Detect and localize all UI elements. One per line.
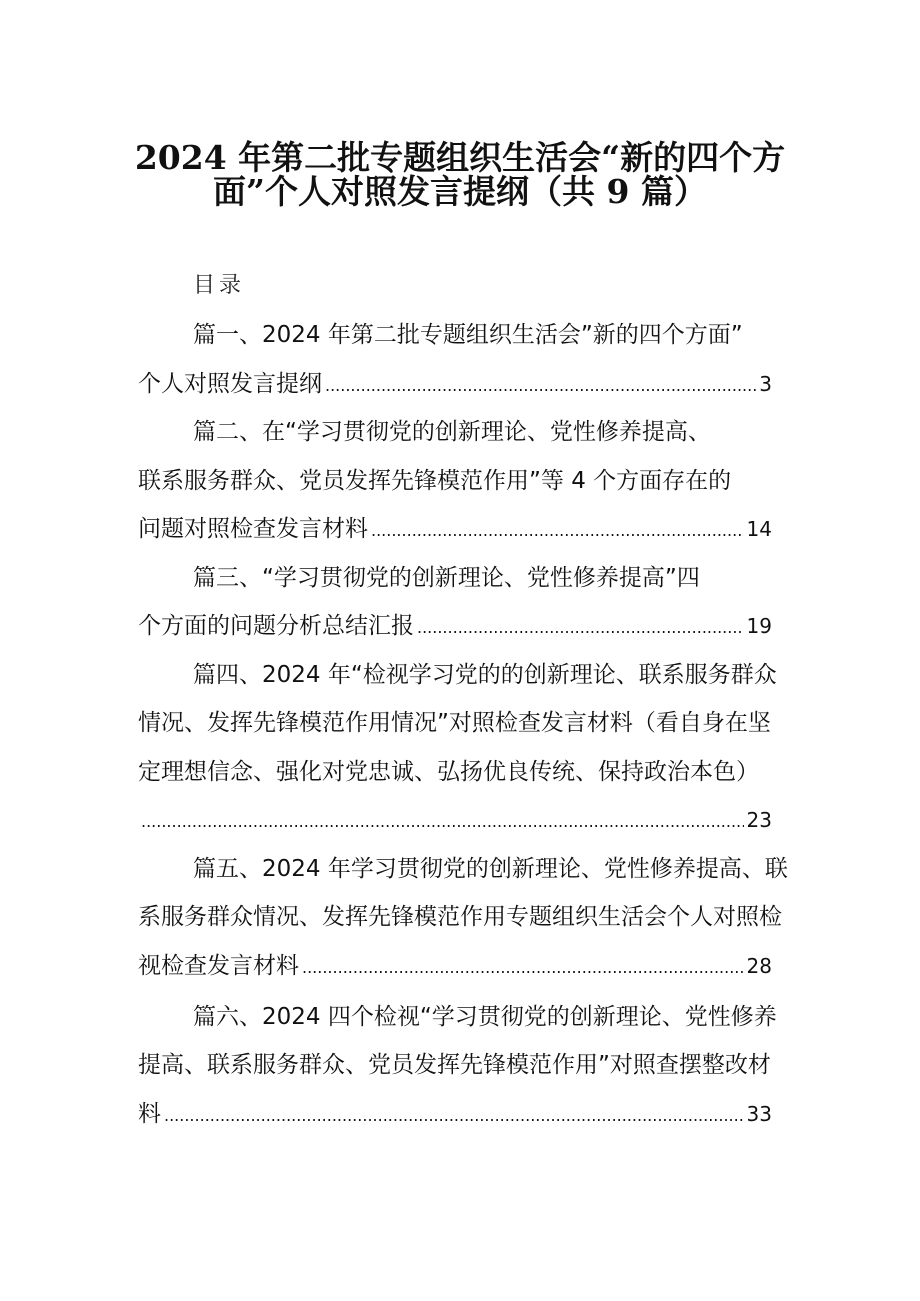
toc-entry-continuation-line: 提高、联系服务群众、党员发挥先锋模范作用”对照查摆整改材	[138, 1052, 771, 1078]
dot-leader	[371, 515, 744, 547]
toc-entry-last-line	[138, 1098, 772, 1132]
toc-entry-text: 视检查发言材料	[138, 953, 299, 979]
toc-entry-continuation-line: 系服务群众情况、发挥先锋模范作用专题组织生活会个人对照检	[138, 904, 782, 930]
dot-leader	[325, 370, 756, 402]
dot-leader	[417, 612, 744, 644]
toc-entry-text: 问题对照检查发言材料	[138, 516, 368, 542]
title-line-1: 2024 年第二批专题组织生活会“新的四个方	[134, 138, 786, 177]
toc-entry-last-line	[138, 368, 772, 402]
toc-entry-last-line	[138, 610, 772, 644]
dot-leader	[164, 1100, 744, 1132]
toc-entry-continuation-line: 定理想信念、强化对党忠诚、弘扬优良传统、保持政治本色）	[138, 759, 759, 785]
toc-entry-first-line: 篇一、2024 年第二批专题组织生活会”新的四个方面”	[193, 322, 743, 348]
toc-entry-first-line: 篇二、在“学习贯彻党的创新理论、党性修养提高、	[193, 419, 711, 445]
toc-entry-last-line	[138, 804, 772, 838]
title-line-2: 面”个人对照发言提纲（共 9 篇）	[213, 172, 707, 211]
toc-entry-first-line: 篇六、2024 四个检视“学习贯彻党的创新理论、党性修养	[193, 1004, 777, 1030]
toc-entry-text: 个人对照发言提纲	[138, 371, 322, 397]
page-number: 3	[759, 372, 772, 396]
page-number: 14	[746, 517, 772, 541]
toc-entry-text: 料	[138, 1101, 161, 1127]
dot-leader	[302, 952, 744, 984]
page-number: 28	[746, 954, 772, 978]
page-number: 23	[746, 808, 772, 832]
toc-entry-last-line	[138, 513, 772, 547]
page-number: 19	[746, 614, 772, 638]
toc-entry-first-line: 篇五、2024 年学习贯彻党的创新理论、党性修养提高、联	[193, 856, 788, 882]
dot-leader	[141, 806, 744, 838]
toc-entry-continuation-line: 情况、发挥先锋模范作用情况”对照检查发言材料（看自身在坚	[138, 710, 771, 736]
toc-entry-text: 个方面的问题分析总结汇报	[138, 613, 414, 639]
toc-entry-first-line: 篇四、2024 年“检视学习党的的创新理论、联系服务群众	[193, 662, 777, 688]
toc-heading: 目录	[193, 273, 246, 298]
toc-entry-continuation-line: 联系服务群众、党员发挥先锋模范作用”等 4 个方面存在的	[138, 468, 732, 494]
toc-entry-first-line: 篇三、“学习贯彻党的创新理论、党性修养提高”四	[193, 565, 700, 591]
page-number: 33	[746, 1102, 772, 1126]
toc-entry-last-line	[138, 950, 772, 984]
